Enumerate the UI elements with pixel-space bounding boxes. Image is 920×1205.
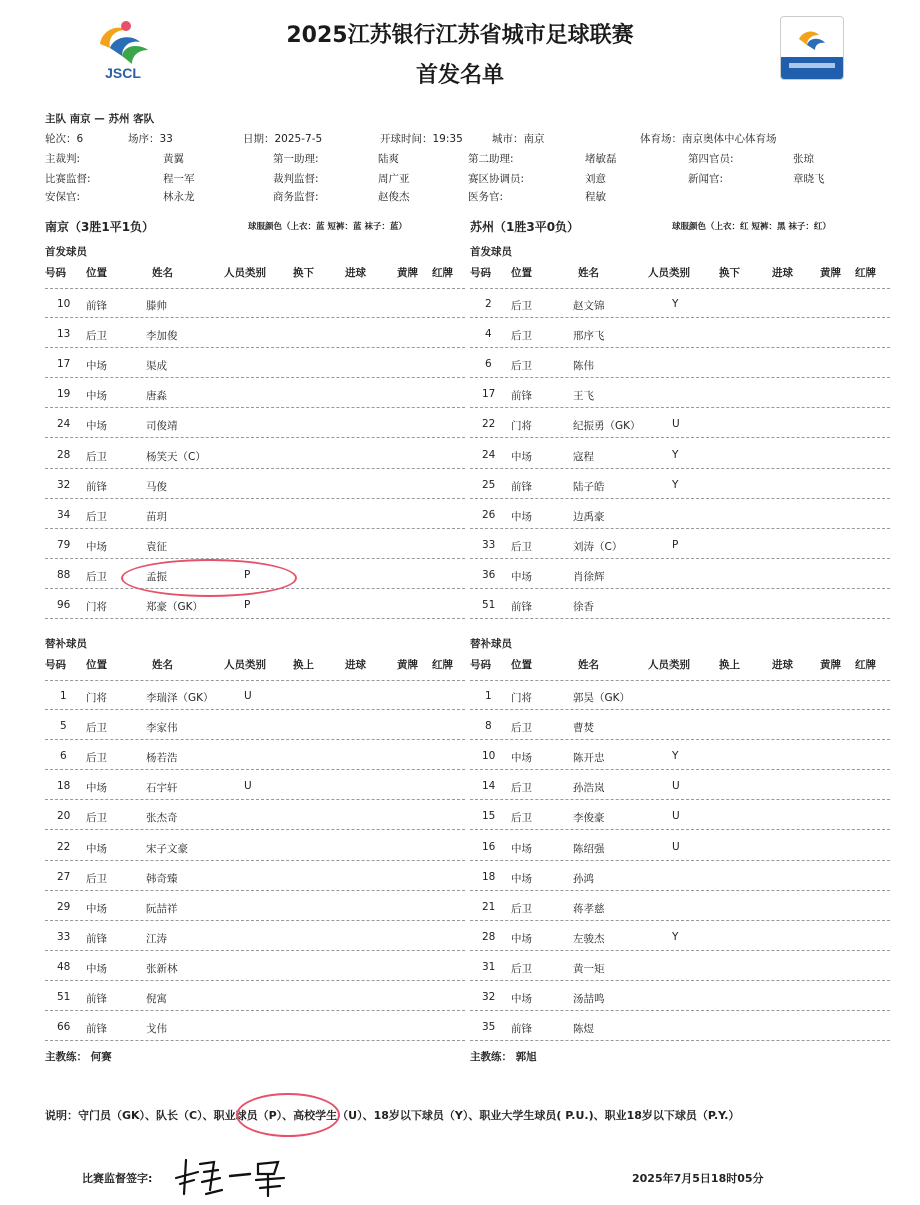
player-position: 中场	[511, 570, 532, 583]
player-position: 中场	[511, 993, 532, 1005]
player-number: 5	[60, 720, 67, 733]
player-category: U	[672, 840, 680, 853]
player-position: 后卫	[511, 360, 532, 373]
away-starters-label: 首发球员	[470, 246, 512, 258]
player-name: 陈开忠	[573, 752, 605, 765]
player-name: 韩奇臻	[146, 872, 178, 885]
player-position: 后卫	[511, 782, 532, 795]
official-name: 黄翼	[163, 153, 184, 165]
column-header: 黄牌	[397, 267, 418, 279]
player-position: 前锋	[86, 1023, 107, 1036]
document-title: 2025江苏银行江苏省城市足球联赛	[286, 23, 634, 48]
player-position: 中场	[511, 872, 532, 885]
player-name: 寇程	[573, 450, 594, 463]
row-divider	[470, 769, 890, 770]
player-position: 中场	[511, 510, 532, 523]
column-header: 号码	[45, 659, 66, 671]
row-divider	[470, 920, 890, 921]
player-name: 邢序飞	[573, 330, 605, 343]
row-divider	[470, 317, 890, 318]
column-header: 黄牌	[397, 659, 418, 671]
column-header: 进球	[772, 267, 793, 279]
player-position: 后卫	[511, 902, 532, 915]
column-header: 人员类别	[648, 267, 690, 279]
player-number: 32	[57, 478, 71, 491]
official-name: 陆爽	[378, 153, 399, 165]
player-number: 35	[482, 1021, 496, 1034]
player-number: 26	[482, 508, 496, 521]
player-name: 司俊靖	[146, 420, 178, 433]
column-header: 红牌	[855, 267, 876, 279]
official-label: 商务监督:	[273, 191, 319, 203]
player-position: 中场	[86, 540, 107, 553]
row-divider	[45, 558, 465, 559]
player-number: 18	[57, 780, 71, 793]
player-name: 肖徐辉	[573, 570, 605, 583]
official-label: 比赛监督:	[45, 173, 91, 185]
player-number: 18	[482, 870, 496, 883]
row-divider	[470, 377, 890, 378]
player-name: 苗玥	[146, 510, 167, 523]
player-name: 左骏杰	[573, 932, 605, 945]
kickoff-time: 开球时间：19:35	[380, 133, 463, 145]
player-name: 张新林	[146, 962, 178, 975]
row-divider	[45, 739, 465, 740]
player-name: 蒋孝慈	[573, 902, 605, 915]
player-position: 前锋	[86, 993, 107, 1005]
player-name: 陈煜	[573, 1023, 594, 1036]
player-name: 陈绍强	[573, 842, 605, 855]
row-divider	[45, 680, 465, 681]
player-name: 李家伟	[146, 722, 178, 735]
row-divider	[470, 739, 890, 740]
official-name: 程敏	[585, 191, 606, 203]
legend-note: 说明：守门员（GK）、队长（C）、职业球员（P）、高校学生（U）、18岁以下球员（Y）、职业大学生球员( P.U.)、职业18岁以下球员（P.Y.）	[45, 1109, 740, 1122]
player-position: 后卫	[511, 330, 532, 343]
row-divider	[45, 618, 465, 619]
player-number: 6	[60, 750, 67, 763]
player-position: 后卫	[86, 510, 107, 523]
row-divider	[45, 407, 465, 408]
away-coach: 主教练： 郭旭	[470, 1051, 537, 1063]
player-number: 28	[57, 448, 71, 461]
player-number: 17	[482, 388, 496, 401]
player-name: 杨若浩	[146, 752, 178, 765]
player-name: 郑豪（GK）	[146, 601, 204, 613]
row-divider	[45, 769, 465, 770]
player-number: 22	[57, 840, 71, 853]
column-header: 姓名	[152, 659, 173, 671]
home-subs-label: 替补球员	[45, 638, 87, 650]
player-name: 袁征	[146, 540, 167, 553]
column-header: 人员类别	[224, 267, 266, 279]
column-header: 号码	[470, 267, 491, 279]
player-number: 10	[57, 298, 71, 310]
row-divider	[45, 709, 465, 710]
column-header: 进球	[772, 659, 793, 671]
player-position: 中场	[86, 390, 107, 403]
row-divider	[470, 709, 890, 710]
player-number: 28	[482, 930, 496, 943]
signature-image	[170, 1150, 300, 1200]
home-kit-colors: 球服颜色（上衣：蓝 短裤：蓝 袜子：蓝）	[248, 222, 407, 232]
player-position: 后卫	[511, 812, 532, 825]
player-position: 前锋	[511, 480, 532, 493]
row-divider	[470, 407, 890, 408]
official-name: 刘意	[585, 173, 606, 185]
player-name: 张杰奇	[146, 812, 178, 825]
player-number: 36	[482, 568, 496, 581]
player-name: 李加俊	[146, 330, 178, 343]
player-number: 14	[482, 780, 496, 793]
player-category: Y	[672, 930, 679, 943]
player-position: 中场	[511, 450, 532, 463]
column-header: 位置	[511, 267, 532, 279]
player-position: 后卫	[511, 722, 532, 735]
official-label: 主裁判:	[45, 153, 81, 165]
player-position: 门将	[511, 692, 532, 704]
player-number: 22	[482, 418, 496, 431]
column-header: 进球	[345, 267, 366, 279]
player-name: 汤喆鸣	[573, 993, 605, 1005]
player-number: 2	[485, 298, 492, 310]
player-position: 后卫	[511, 540, 532, 553]
player-number: 66	[57, 1021, 71, 1034]
column-header: 黄牌	[820, 659, 841, 671]
player-number: 27	[57, 870, 71, 883]
player-number: 32	[482, 991, 496, 1003]
row-divider	[470, 829, 890, 830]
player-position: 门将	[86, 601, 107, 613]
column-header: 换下	[293, 267, 314, 279]
player-position: 前锋	[511, 1023, 532, 1036]
row-divider	[45, 799, 465, 800]
row-divider	[45, 528, 465, 529]
player-name: 郭昊（GK）	[573, 692, 631, 704]
player-position: 后卫	[86, 570, 107, 583]
row-divider	[470, 588, 890, 589]
player-category: U	[244, 780, 252, 793]
player-position: 前锋	[511, 601, 532, 613]
player-position: 后卫	[86, 752, 107, 765]
player-name: 阮喆祥	[146, 902, 178, 915]
player-number: 17	[57, 358, 71, 371]
player-name: 陆子皓	[573, 480, 605, 493]
official-label: 医务官:	[468, 191, 504, 203]
row-divider	[45, 1040, 465, 1041]
player-position: 中场	[511, 932, 532, 945]
player-number: 1	[60, 690, 67, 702]
row-divider	[45, 468, 465, 469]
player-name: 李俊豪	[573, 812, 605, 825]
highlight-ellipse-player	[121, 559, 297, 597]
player-position: 中场	[86, 902, 107, 915]
row-divider	[470, 347, 890, 348]
teams-line: 主队 南京 — 苏州 客队	[45, 113, 155, 125]
player-position: 中场	[86, 842, 107, 855]
player-number: 96	[57, 599, 71, 611]
row-divider	[45, 498, 465, 499]
match-date: 日期：2025-7-5	[243, 133, 323, 145]
player-number: 24	[57, 418, 71, 431]
player-position: 后卫	[86, 812, 107, 825]
player-number: 10	[482, 750, 496, 763]
player-name: 纪振勇（GK）	[573, 420, 641, 433]
column-header: 位置	[511, 659, 532, 671]
player-number: 16	[482, 840, 496, 853]
row-divider	[45, 950, 465, 951]
official-label: 安保官:	[45, 191, 81, 203]
row-divider	[45, 377, 465, 378]
player-position: 中场	[86, 420, 107, 433]
player-position: 中场	[511, 842, 532, 855]
player-position: 后卫	[511, 300, 532, 312]
row-divider	[470, 618, 890, 619]
row-divider	[470, 437, 890, 438]
column-header: 红牌	[855, 659, 876, 671]
player-name: 江涛	[146, 932, 167, 945]
column-header: 姓名	[152, 267, 173, 279]
row-divider	[470, 890, 890, 891]
player-category: Y	[672, 448, 679, 461]
column-header: 换上	[293, 659, 314, 671]
player-position: 前锋	[86, 300, 107, 312]
column-header: 姓名	[578, 267, 599, 279]
player-position: 中场	[86, 962, 107, 975]
column-header: 换下	[719, 267, 740, 279]
player-category: Y	[672, 298, 679, 310]
player-number: 4	[485, 328, 492, 341]
official-label: 裁判监督:	[273, 173, 319, 185]
official-name: 林永龙	[163, 191, 195, 203]
row-divider	[470, 680, 890, 681]
player-number: 33	[57, 930, 71, 943]
player-position: 门将	[86, 692, 107, 704]
home-team-record: 南京（3胜1平1负）	[45, 220, 155, 234]
column-header: 位置	[86, 267, 107, 279]
row-divider	[470, 558, 890, 559]
player-number: 33	[482, 538, 496, 551]
player-name: 边禹豪	[573, 510, 605, 523]
player-name: 唐淼	[146, 390, 167, 403]
row-divider	[45, 920, 465, 921]
column-header: 红牌	[432, 267, 453, 279]
player-number: 20	[57, 810, 71, 823]
player-position: 后卫	[86, 450, 107, 463]
signature-label: 比赛监督签字:	[82, 1172, 153, 1185]
player-position: 中场	[86, 360, 107, 373]
row-divider	[45, 860, 465, 861]
row-divider	[45, 890, 465, 891]
row-divider	[470, 1040, 890, 1041]
player-category: U	[672, 810, 680, 823]
player-name: 戈伟	[146, 1023, 167, 1036]
player-position: 后卫	[511, 962, 532, 975]
player-category: U	[672, 418, 680, 431]
player-name: 马俊	[146, 480, 167, 493]
player-name: 孙鸿	[573, 872, 594, 885]
player-number: 13	[57, 328, 71, 341]
row-divider	[45, 437, 465, 438]
away-kit-colors: 球服颜色（上衣：红 短裤：黑 袜子：红）	[672, 222, 831, 232]
player-name: 渠成	[146, 360, 167, 373]
player-category: U	[672, 780, 680, 793]
player-position: 前锋	[86, 480, 107, 493]
row-divider	[470, 498, 890, 499]
row-divider	[45, 980, 465, 981]
player-name: 赵文锦	[573, 300, 605, 312]
column-header: 号码	[470, 659, 491, 671]
player-number: 24	[482, 448, 496, 461]
player-name: 徐香	[573, 601, 594, 613]
player-name: 黄一矩	[573, 962, 605, 975]
row-divider	[45, 288, 465, 289]
player-number: 8	[485, 720, 492, 733]
official-name: 章晓飞	[793, 173, 825, 185]
row-divider	[45, 317, 465, 318]
player-category: Y	[672, 478, 679, 491]
official-label: 新闻官:	[688, 173, 724, 185]
timestamp: 2025年7月5日18时05分	[632, 1172, 764, 1185]
player-category: P	[244, 599, 251, 611]
official-name: 程一军	[163, 173, 195, 185]
document-subtitle: 首发名单	[415, 63, 504, 88]
player-category: P	[244, 568, 251, 581]
row-divider	[470, 950, 890, 951]
column-header: 人员类别	[224, 659, 266, 671]
player-name: 倪寓	[146, 993, 167, 1005]
row-divider	[45, 1010, 465, 1011]
venue: 体育场：南京奥体中心体育场	[640, 133, 777, 145]
player-position: 前锋	[86, 932, 107, 945]
logo-text: JSCL	[105, 65, 141, 81]
player-position: 后卫	[86, 872, 107, 885]
player-number: 34	[57, 508, 71, 521]
away-subs-label: 替补球员	[470, 638, 512, 650]
player-number: 1	[485, 690, 492, 702]
player-number: 88	[57, 568, 71, 581]
player-number: 15	[482, 810, 496, 823]
away-team-record: 苏州（1胜3平0负）	[470, 220, 580, 234]
official-label: 第一助理:	[273, 153, 319, 165]
player-name: 孙浩岚	[573, 782, 605, 795]
player-name: 刘涛（C）	[573, 540, 623, 553]
player-name: 宋子文豪	[146, 842, 188, 855]
player-number: 6	[485, 358, 492, 371]
city: 城市：南京	[492, 133, 545, 145]
player-position: 中场	[511, 752, 532, 765]
row-divider	[470, 860, 890, 861]
player-category: P	[672, 538, 679, 551]
column-header: 号码	[45, 267, 66, 279]
column-header: 姓名	[578, 659, 599, 671]
player-position: 后卫	[86, 722, 107, 735]
highlight-ellipse-legend	[236, 1093, 340, 1137]
row-divider	[470, 980, 890, 981]
player-position: 前锋	[511, 390, 532, 403]
column-header: 黄牌	[820, 267, 841, 279]
player-position: 中场	[86, 782, 107, 795]
player-category: U	[244, 690, 252, 702]
player-name: 曹焚	[573, 722, 594, 735]
row-divider	[45, 347, 465, 348]
player-name: 石宇轩	[146, 782, 178, 795]
row-divider	[470, 528, 890, 529]
official-name: 堵敏磊	[585, 153, 617, 165]
home-starters-label: 首发球员	[45, 246, 87, 258]
player-number: 79	[57, 538, 71, 551]
player-category: Y	[672, 750, 679, 763]
column-header: 换上	[719, 659, 740, 671]
official-label: 赛区协调员:	[468, 173, 525, 185]
row-divider	[45, 829, 465, 830]
player-number: 31	[482, 960, 496, 973]
player-number: 29	[57, 900, 71, 913]
player-position: 后卫	[86, 330, 107, 343]
player-name: 王飞	[573, 390, 594, 403]
player-name: 陈伟	[573, 360, 594, 373]
official-name: 张琼	[793, 153, 814, 165]
player-number: 21	[482, 900, 496, 913]
round: 轮次：6	[45, 133, 84, 145]
player-position: 门将	[511, 420, 532, 433]
official-name: 周广亚	[378, 173, 410, 185]
row-divider	[470, 799, 890, 800]
player-name: 孟振	[146, 570, 167, 583]
official-name: 赵俊杰	[378, 191, 410, 203]
row-divider	[470, 288, 890, 289]
player-number: 48	[57, 960, 71, 973]
official-label: 第二助理:	[468, 153, 514, 165]
home-coach: 主教练： 何赛	[45, 1051, 112, 1063]
player-number: 51	[482, 599, 496, 611]
player-number: 51	[57, 991, 71, 1003]
row-divider	[470, 1010, 890, 1011]
column-header: 位置	[86, 659, 107, 671]
column-header: 进球	[345, 659, 366, 671]
player-name: 杨笑天（C）	[146, 450, 206, 463]
player-number: 19	[57, 388, 71, 401]
player-number: 25	[482, 478, 496, 491]
player-name: 滕帅	[146, 300, 167, 312]
player-name: 李瑞泽（GK）	[146, 692, 214, 704]
column-header: 人员类别	[648, 659, 690, 671]
column-header: 红牌	[432, 659, 453, 671]
official-label: 第四官员:	[688, 153, 734, 165]
match-number: 场序：33	[128, 133, 173, 145]
row-divider	[470, 468, 890, 469]
